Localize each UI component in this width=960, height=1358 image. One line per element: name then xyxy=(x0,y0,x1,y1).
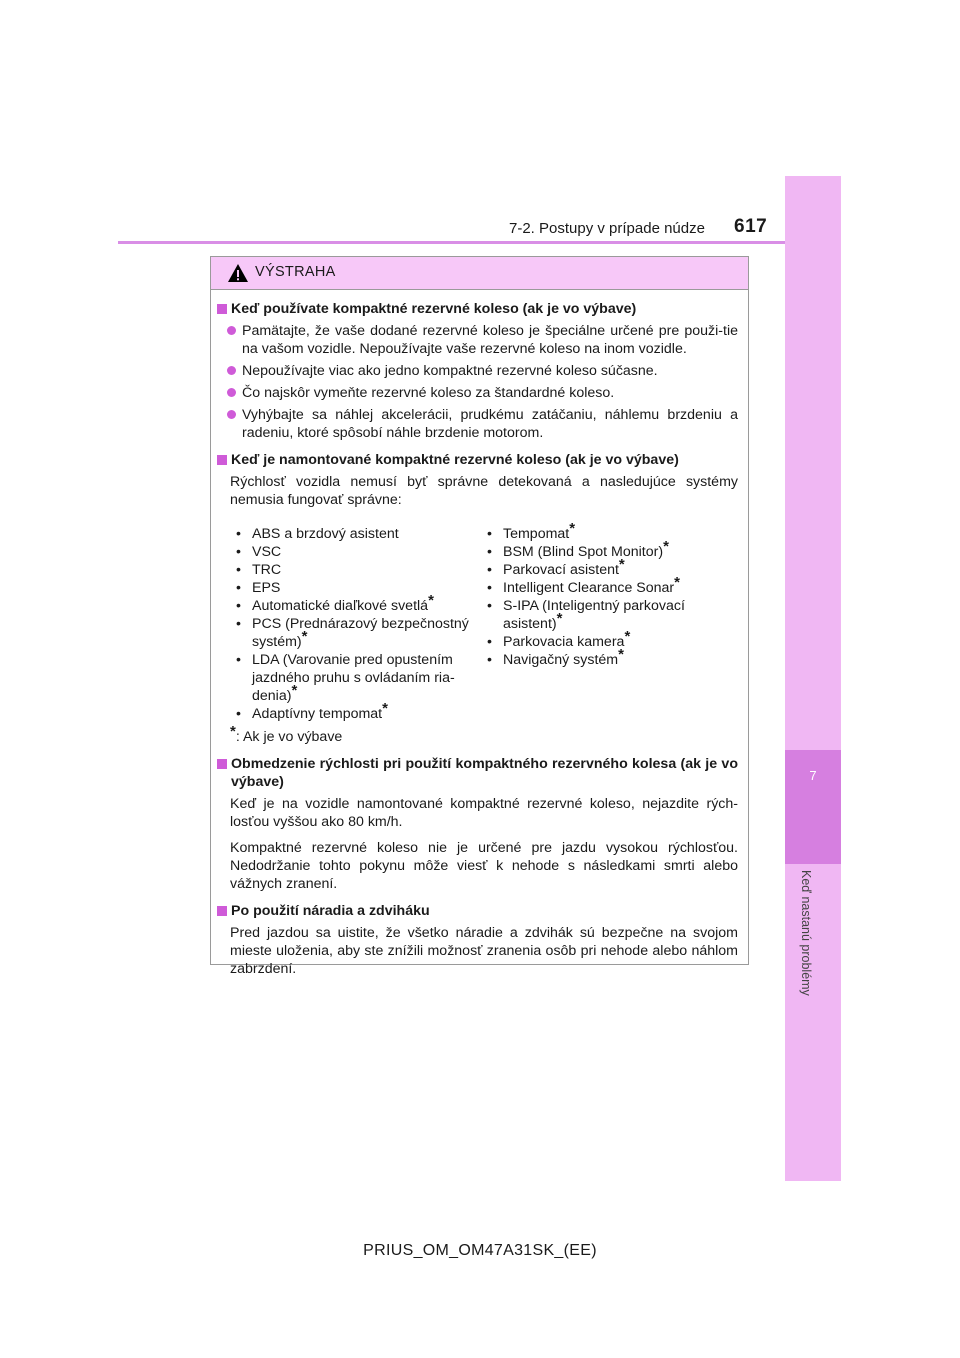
section-title: 7-2. Postupy v prípade núdze xyxy=(509,220,705,237)
list-item-text: VSC xyxy=(252,544,282,560)
asterisk-mark: * xyxy=(382,700,388,717)
warning-title: VÝSTRAHA xyxy=(255,264,336,280)
circle-bullet-icon xyxy=(227,366,236,375)
systems-column-right xyxy=(487,520,738,723)
list-item-text: Pamätajte, že vaše dodané rezervné koleso je špeciálne určené pre použi-tie na vašom vozidle. Nepoužívajte vaše rezervné koleso na inom vozidle. xyxy=(242,323,738,357)
list-item: • LDA (Varovanie pred opustením jazdného pruhu s ovládaním ria-denia)* xyxy=(236,652,455,704)
list-item-text: ABS a brzdový asistent xyxy=(252,526,399,542)
square-bullet-icon xyxy=(217,455,227,465)
square-bullet-icon xyxy=(217,304,227,314)
asterisk-mark: * xyxy=(618,556,625,573)
asterisk-mark: * xyxy=(624,628,631,645)
list-item xyxy=(227,384,738,402)
list-item-text: Parkovacia kamera xyxy=(503,634,625,650)
list-item: • S-IPA (Inteligentný parkovací asistent)* xyxy=(487,598,685,632)
list-item: • BSM (Blind Spot Monitor)* xyxy=(487,538,669,560)
list-item: • Tempomat* xyxy=(487,520,576,542)
asterisk-mark: * xyxy=(291,682,298,699)
footnote xyxy=(230,723,738,746)
list-item-text: Nepoužívajte viac ako jedno kompaktné rezervné koleso súčasne. xyxy=(242,363,658,379)
page-number: 617 xyxy=(734,216,768,237)
heading-spare-mounted xyxy=(217,451,738,469)
list-item: • Intelligent Clearance Sonar* xyxy=(487,574,680,596)
list-item: • ABS a brzdový asistent xyxy=(236,526,399,542)
circle-bullet-icon xyxy=(227,410,236,419)
header-divider xyxy=(118,241,786,244)
list-item: • Automatické diaľkové svetlá* xyxy=(236,592,434,614)
paragraph: Rýchlosť vozidla nemusí byť správne detekovaná a nasledujúce systémy nemusia fungovať správne: xyxy=(230,474,738,508)
warning-body xyxy=(211,290,748,978)
list-item xyxy=(227,406,738,442)
heading-compact-spare xyxy=(217,300,738,318)
list-item-text: Čo najskôr vymeňte rezervné koleso za štandardné koleso. xyxy=(242,385,615,401)
list-item xyxy=(227,362,738,380)
square-bullet-icon xyxy=(217,906,227,916)
list-item-text: BSM (Blind Spot Monitor) xyxy=(503,544,664,560)
list-item-text: TRC xyxy=(252,562,282,578)
list-item-text: Navigačný systém xyxy=(503,652,619,668)
heading-text: Keď je namontované kompaktné rezervné koleso (ak je vo výbave) xyxy=(231,452,679,468)
circle-bullet-icon xyxy=(227,326,236,335)
list-item-text: Automatické diaľkové svetlá xyxy=(252,598,429,614)
chapter-sidebar xyxy=(785,176,841,1181)
list-item: • Navigačný systém* xyxy=(487,646,624,668)
list-item-text: EPS xyxy=(252,580,281,596)
list-item: • TRC xyxy=(236,562,282,578)
asterisk-mark: * xyxy=(569,520,576,537)
warning-triangle-icon xyxy=(227,263,249,283)
list-item-text: Adaptívny tempomat xyxy=(252,706,383,722)
paragraph: Keď je na vozidle namontované kompaktné rezervné koleso, nejazdite rých-losťou vyššou ako 80 km/h. xyxy=(230,796,738,830)
list-item-text: Intelligent Clearance Sonar xyxy=(503,580,675,596)
affected-systems-list xyxy=(236,520,738,723)
list-item: • Parkovací asistent* xyxy=(487,556,625,578)
systems-column-left xyxy=(236,525,487,723)
warning-box xyxy=(210,256,749,977)
document-code: PRIUS_OM_OM47A31SK_(EE) xyxy=(363,1242,597,1259)
warning-header xyxy=(211,257,748,290)
list-item: • Adaptívny tempomat* xyxy=(236,700,388,722)
list-item: • VSC xyxy=(236,544,282,560)
circle-bullet-icon xyxy=(227,388,236,397)
heading-speed-limit xyxy=(217,755,738,791)
heading-after-tools xyxy=(217,902,738,920)
footnote-text: : Ak je vo výbave xyxy=(235,729,343,745)
paragraph: Kompaktné rezervné koleso nie je určené pre jazdu vysokou rýchlosťou. Nedodržanie tohto pokynu môže viesť k nehode s následkami smrti alebo vážnych zranení. xyxy=(230,840,738,892)
list-item-text: S-IPA (Inteligentný parkovací asistent) xyxy=(503,598,685,632)
asterisk-mark: * xyxy=(674,574,680,591)
heading-text: Keď používate kompaktné rezervné koleso (ak je vo výbave) xyxy=(231,301,637,317)
list-item: • EPS xyxy=(236,580,281,596)
asterisk-mark: * xyxy=(618,646,624,663)
list-item: • PCS (Prednárazový bezpečnostný systém)* xyxy=(236,616,469,650)
paragraph: Pred jazdou sa uistite, že všetko náradie a zdvihák sú bezpečne na svojom mieste uloženia, aby ste znížili možnosť zranenia osôb pri nehode alebo náhlom zabrzdení. xyxy=(230,925,738,977)
list-item-text: PCS (Prednárazový bezpečnostný systém) xyxy=(252,616,469,650)
list-item-text: LDA (Varovanie pred opustením jazdného pruhu s ovládaním ria-denia) xyxy=(252,652,455,704)
chapter-number: 7 xyxy=(809,768,817,783)
asterisk-mark: * xyxy=(301,628,308,645)
asterisk-mark: * xyxy=(428,592,434,609)
list-item-text: Tempomat xyxy=(503,526,570,542)
asterisk-mark: * xyxy=(230,723,236,740)
square-bullet-icon xyxy=(217,759,227,769)
asterisk-mark: * xyxy=(556,610,563,627)
heading-text: Obmedzenie rýchlosti pri použití kompaktného rezervného kolesa (ak je vo výbave) xyxy=(231,756,738,790)
list-item xyxy=(227,322,738,358)
chapter-title: Keď nastanú problémy xyxy=(799,870,813,996)
asterisk-mark: * xyxy=(663,538,669,555)
list-item: • Parkovacia kamera* xyxy=(487,628,631,650)
heading-text: Po použití náradia a zdviháku xyxy=(231,903,430,919)
list-item-text: Vyhýbajte sa náhlej akcelerácii, prudkému zatáčaniu, náhlemu brzdeniu a radeniu, ktoré spôsobí náhle brzdenie motorom. xyxy=(242,407,738,441)
list-item-text: Parkovací asistent xyxy=(503,562,619,578)
